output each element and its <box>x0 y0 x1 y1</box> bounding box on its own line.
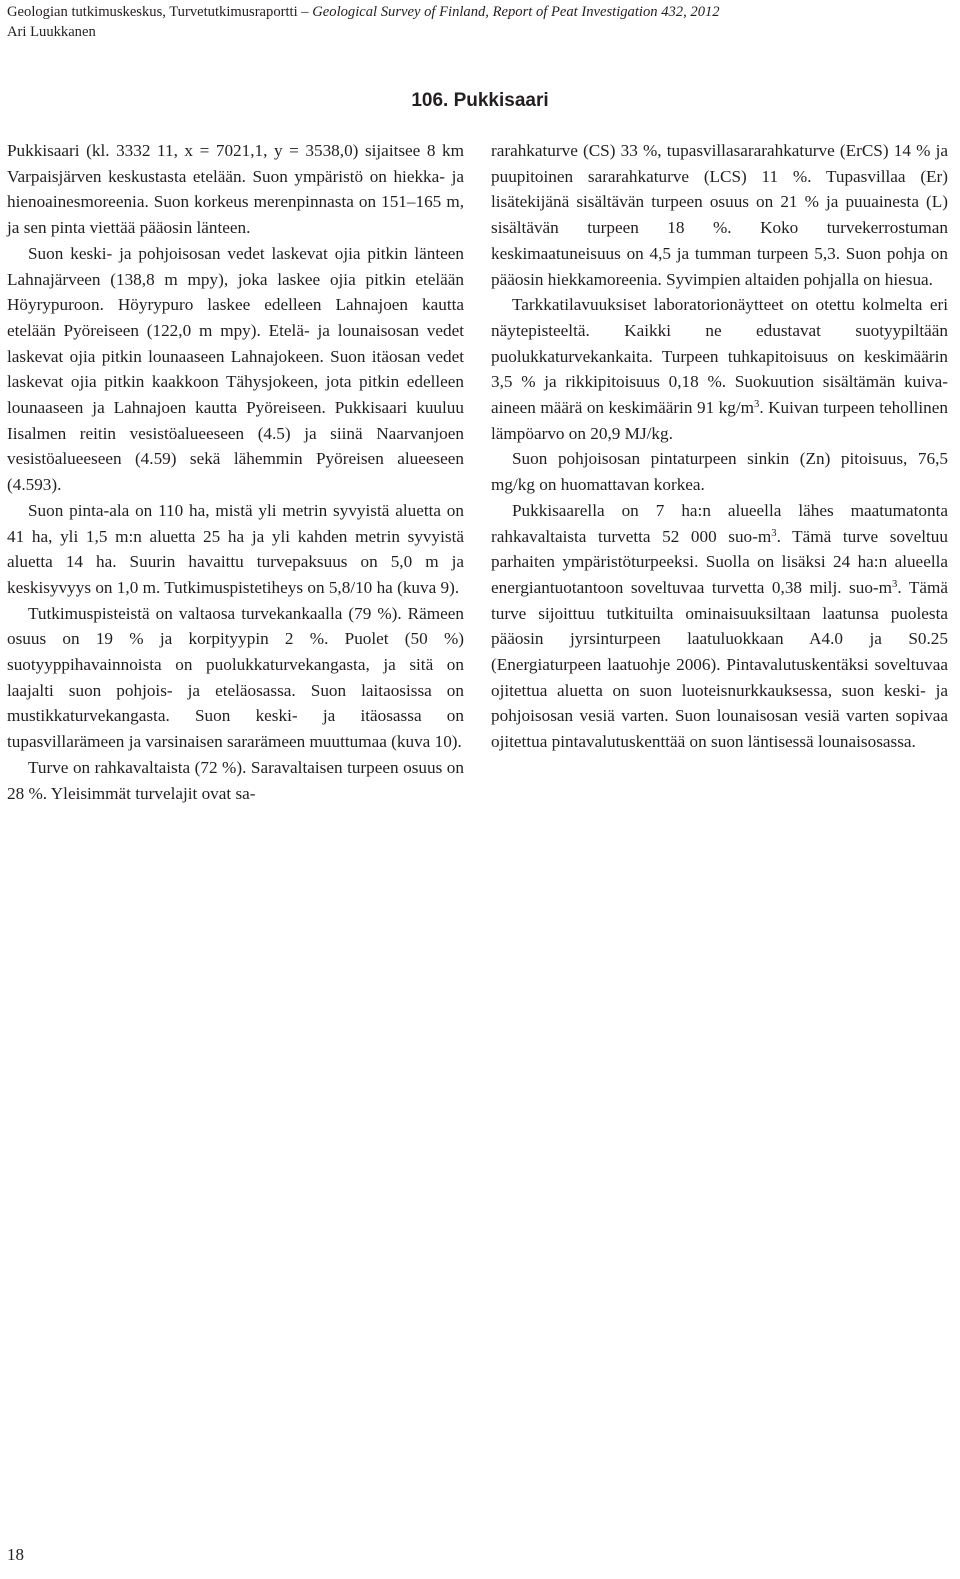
usage-text-3: . Tämä turve sijoittuu tutkituilta ominaisuuksiltaan laatunsa puolesta pääosin jyrsinturpeen laatuluokkaan A4.0 ja S0.25 (Energiaturpeen laatuohje 2006). Pintavalutuskentäksi soveltuvaa ojitettua aluetta on suon luoteisnurkkauksessa, suon keski- ja pohjoisosan vesiä varten. Suon lounaisosan vesiä varten sopivaa ojitettua pintavalutuskenttää on suon läntisessä lounaisosassa. <box>491 577 948 752</box>
left-column <box>7 138 464 806</box>
usage-text-2: . Tämä turve soveltuu parhaiten ympäristöturpeeksi. Suolla on lisäksi 24 ha:n alueella energiantuotantoon soveltuvaa turvetta 0,38 milj. suo-m <box>491 526 948 597</box>
publication-line <box>7 2 947 22</box>
section-title: 106. Pukkisaari <box>411 90 549 111</box>
lab-text-1: Tarkkatilavuuksiset laboratorionäytteet on otettu kolmelta eri näytepisteeltä. Kaikki ne edustavat suotyypiltään puolukkaturvekankaita. Turpeen tuhkapitoisuus on keskimäärin 3,5 % ja rikkipitoisuus 0,18 %. Suokuution sisältämän kuiva-aineen määrä on keskimäärin 91 kg/m <box>491 295 948 418</box>
usage-text-1: Pukkisaarella on 7 ha:n alueella lähes maatumatonta rahkavaltaista turvetta 52 000 suo-m <box>491 500 948 546</box>
publication-english: Geological Survey of Finland, Report of Peat Investigation 432, 2012 <box>312 4 720 20</box>
publication-finnish: Geologian tutkimuskeskus, Turvetutkimusraportti – <box>7 4 313 20</box>
right-paragraph-usage <box>491 498 948 755</box>
usage-superscript-1: 3 <box>771 527 777 539</box>
left-paragraph-area: Suon pinta-ala on 110 ha, mistä yli metrin syvyistä aluetta on 41 ha, yli 1,5 m:n aluetta 25 ha ja yli kahden metrin syvyistä aluetta 14 ha. Suurin havaittu turvepaksuus on 5,0 m ja keskisyvyys on 1,0 m. Tutkimuspistetiheys on 5,8/10 ha (kuva 9). <box>7 500 464 597</box>
page-number: 18 <box>7 1545 24 1564</box>
usage-superscript-2: 3 <box>892 579 898 591</box>
lab-text-2: . Kuivan turpeen tehollinen lämpöarvo on 20,9 MJ/kg. <box>491 398 948 443</box>
running-head <box>7 2 947 42</box>
right-column <box>491 138 948 755</box>
left-paragraph-location: Pukkisaari (kl. 3332 11, x = 7021,1, y = 3538,0) sijaitsee 8 km Varpaisjärven keskustasta etelään. Suon ympäristö on hiekka- ja hienoainesmoreenia. Suon korkeus merenpinnasta on 151–165 m, ja sen pinta viettää pääosin länteen. <box>7 141 464 238</box>
lab-superscript: 3 <box>754 399 760 411</box>
left-paragraph-site-types: Tutkimuspisteistä on valtaosa turvekankaalla (79 %). Rämeen osuus on 19 % ja korpityypin 2 %. Puolet (50 %) suotyyppihavainnoista on puolukkaturvekangasta, ja sitä on laajalti suon pohjois- ja eteläosassa. Suon laitaosissa on mustikkaturvekangasta. Suon keski- ja itäosassa on tupasvillarämeen ja varsinaisen sararämeen muuttumaa (kuva 10). <box>7 603 464 752</box>
author-line: Ari Luukkanen <box>7 24 96 40</box>
left-paragraph-drainage: Suon keski- ja pohjoisosan vedet laskevat ojia pitkin länteen Lahnajärveen (138,8 m mpy), joka laskee ojia pitkin etelään Höyrypuroon. Höyrypuro laskee edelleen Lahnajoen kautta etelään Pyöreiseen (122,0 m mpy). Etelä- ja lounaisosan vedet laskevat ojia pitkin lounaaseen Lahnajokeen. Suon itäosan vedet laskevat ojia pitkin kaakkoon Tähysjokeen, jota pitkin edelleen lounaaseen ja Lahnajoen kautta Pyöreiseen. Pukkisaari kuuluu Iisalmen reitin vesistöalueeseen (4.5) ja siinä Naarvanjoen vesistöalueeseen (4.59) sekä lähemmin Pyöreisen alueeseen (4.593). <box>7 243 464 495</box>
right-paragraph-peat-types-cont: rarahkaturve (CS) 33 %, tupasvillasararahkaturve (ErCS) 14 % ja puupitoinen sararahkaturve (LCS) 11 %. Tupasvillaa (Er) lisätekijänä sisältävän turpeen osuus on 21 % ja puuainesta (L) sisältävän turpeen 18 %. Koko turvekerrostuman keskimaatuneisuus on 4,5 ja tumman turpeen 5,3. Suon pohja on pääosin hiekkamoreenia. Syvimpien altaiden pohjalla on hiesua. <box>491 141 948 289</box>
left-paragraph-peat-types: Turve on rahkavaltaista (72 %). Saravaltaisen turpeen osuus on 28 %. Yleisimmät turvelajit ovat sa- <box>7 757 464 803</box>
right-paragraph-zinc: Suon pohjoisosan pintaturpeen sinkin (Zn) pitoisuus, 76,5 mg/kg on huomattavan korkea. <box>491 449 948 495</box>
right-paragraph-laboratory <box>491 292 948 446</box>
